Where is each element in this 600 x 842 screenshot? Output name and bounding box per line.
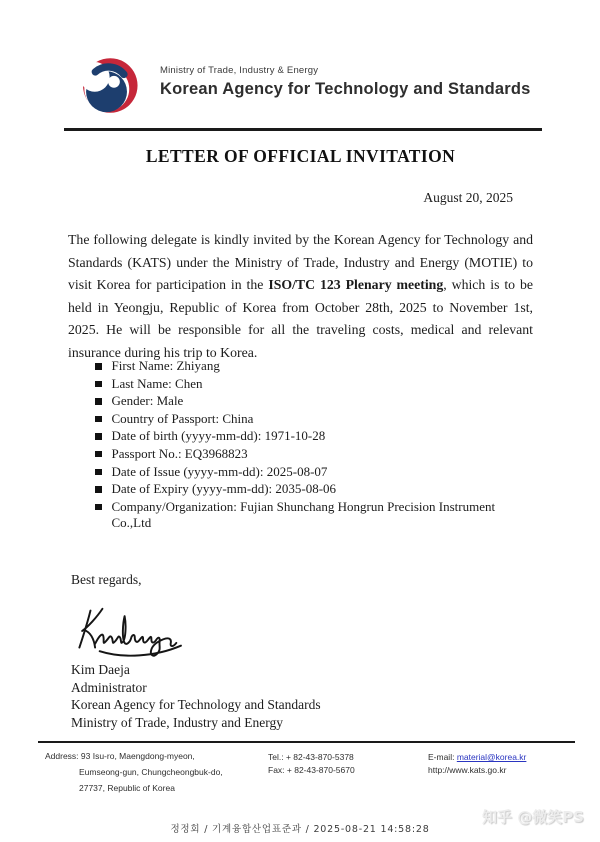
list-item-label: First Name: Zhiyang bbox=[111, 358, 220, 373]
square-bullet-icon bbox=[95, 451, 102, 458]
signer-role: Administrator bbox=[71, 679, 147, 695]
list-item-birth-date bbox=[95, 428, 535, 446]
footer-divider bbox=[38, 741, 575, 743]
list-item-gender bbox=[95, 393, 535, 411]
list-item-label: Company/Organization: Fujian Shunchang Hongrun Precision Instrument Co.,Ltd bbox=[111, 498, 496, 530]
footer-phone bbox=[268, 751, 355, 777]
list-item-company bbox=[95, 498, 535, 530]
square-bullet-icon bbox=[95, 469, 102, 476]
paragraph-text-start: The following delegate is kindly invited by the Korean Agency for Technology and Standards (KATS) under the Ministry of Trade, Industry and Energy (MOTIE) to visit Korea for participation in the bbox=[68, 232, 533, 292]
email-link[interactable]: material@korea.kr bbox=[456, 752, 527, 762]
letterhead-text bbox=[160, 57, 531, 99]
footer-address bbox=[45, 749, 265, 796]
letter-date: August 20, 2025 bbox=[423, 190, 513, 205]
invitation-paragraph bbox=[68, 229, 533, 364]
tel-line: Tel.: + 82-43-870-5378 bbox=[268, 752, 354, 762]
list-item-label: Date of Issue (yyyy-mm-dd): 2025-08-07 bbox=[111, 463, 328, 479]
list-item-label: Date of birth (yyyy-mm-dd): 1971-10-28 bbox=[111, 428, 326, 444]
email-line bbox=[428, 751, 526, 764]
email-label: E-mail: bbox=[428, 752, 457, 762]
list-item-label: Date of Expiry (yyyy-mm-dd): 2035-08-06 bbox=[111, 481, 337, 497]
square-bullet-icon bbox=[95, 433, 102, 440]
square-bullet-icon bbox=[95, 398, 102, 405]
korean-government-emblem-icon bbox=[78, 57, 140, 119]
square-bullet-icon bbox=[95, 363, 102, 370]
list-item-label: Country of Passport: China bbox=[111, 410, 254, 426]
square-bullet-icon bbox=[95, 381, 102, 388]
paragraph-text-end: , which is to be held in Yeongju, Republic of Korea from October 28th, 2025 to November 1st, 2025. He will be responsible for all the traveling costs, medical and relevant insurance during his trip to Korea. bbox=[68, 277, 534, 360]
list-item-label: Passport No.: EQ3968823 bbox=[111, 445, 248, 461]
zhihu-watermark: 知乎 @微笑PS bbox=[481, 808, 584, 826]
signer-name: Kim Daeja bbox=[71, 662, 130, 677]
signer-org-ministry: Ministry of Trade, Industry and Energy bbox=[71, 714, 283, 730]
list-item-issue-date bbox=[95, 464, 535, 482]
fax-line: Fax: + 82-43-870-5670 bbox=[268, 765, 355, 775]
address-line-2: Eumseong-gun, Chungcheongbuk-do, bbox=[79, 766, 223, 777]
square-bullet-icon bbox=[95, 504, 102, 511]
list-item-label: Last Name: Chen bbox=[111, 375, 203, 391]
address-line-3: 27737, Republic of Korea bbox=[79, 782, 175, 793]
footer-online bbox=[428, 751, 526, 777]
list-item-first-name bbox=[95, 358, 535, 376]
list-item-passport-country bbox=[95, 411, 535, 429]
signature-block bbox=[71, 661, 321, 731]
signer-org-agency: Korean Agency for Technology and Standards bbox=[71, 697, 321, 713]
square-bullet-icon bbox=[95, 416, 102, 423]
delegate-details-list bbox=[95, 358, 535, 530]
website-line: http://www.kats.go.kr bbox=[428, 765, 507, 775]
meeting-name-bold: ISO/TC 123 Plenary meeting bbox=[268, 277, 444, 292]
document-stamp-line: 정정회 / 기계융합산업표준과 / 2025-08-21 14:58:28 bbox=[170, 824, 430, 835]
address-line-1: Address: 93 Isu-ro, Maengdong-myeon, bbox=[45, 751, 195, 761]
header-divider bbox=[64, 128, 542, 131]
handwritten-signature-image bbox=[72, 599, 192, 661]
agency-name: Korean Agency for Technology and Standards bbox=[160, 80, 531, 98]
list-item-expiry-date bbox=[95, 481, 535, 499]
closing-phrase: Best regards, bbox=[71, 572, 142, 587]
ministry-name: Ministry of Trade, Industry & Energy bbox=[160, 65, 319, 76]
list-item-passport-no bbox=[95, 446, 535, 464]
letterhead bbox=[78, 57, 531, 119]
list-item-label: Gender: Male bbox=[111, 393, 184, 409]
square-bullet-icon bbox=[95, 486, 102, 493]
letter-title: LETTER OF OFFICIAL INVITATION bbox=[145, 146, 456, 166]
list-item-last-name bbox=[95, 376, 535, 394]
